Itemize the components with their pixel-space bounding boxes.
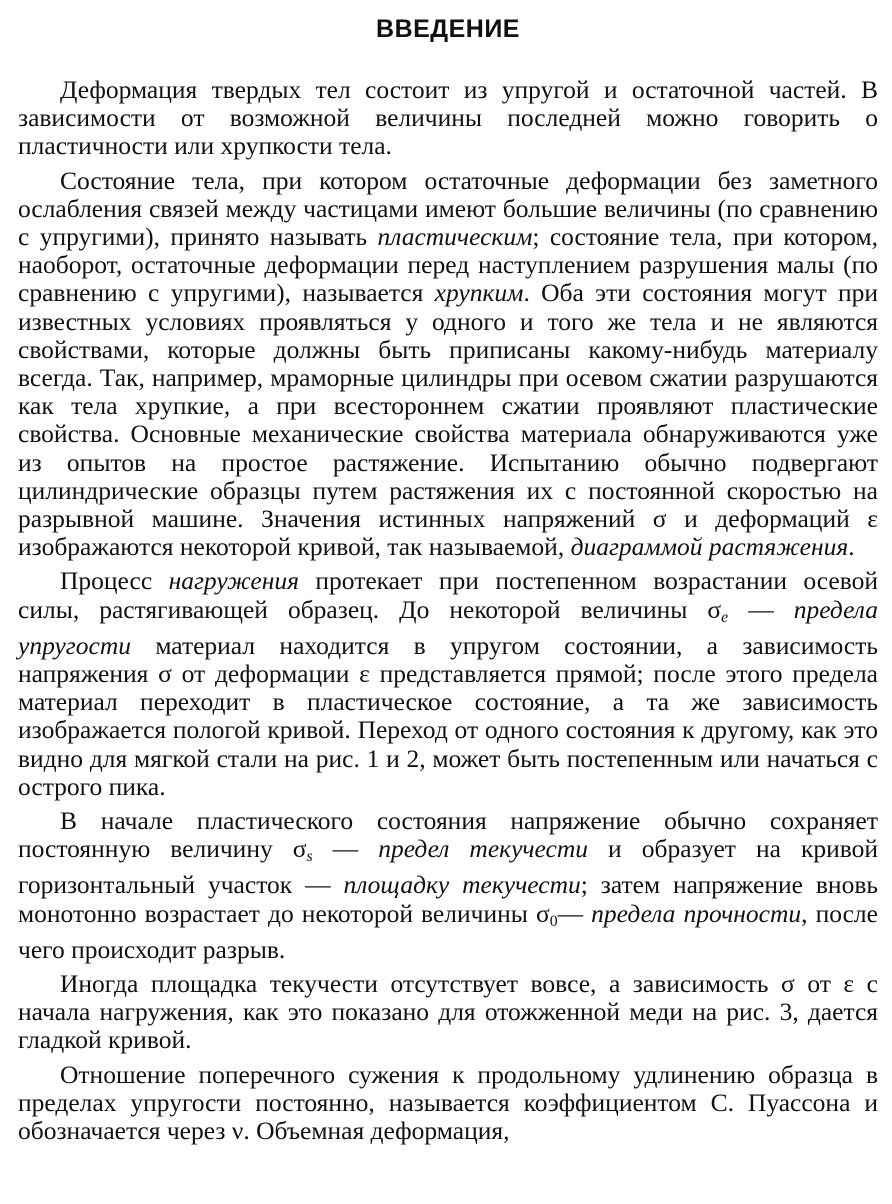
text-segment: и образует на кривой горизонтальный участок —: [18, 834, 878, 900]
text-segment: протекает при постепенном возрастании осевой силы, растягивающей образец. До некоторой величины σ: [18, 566, 879, 624]
text-segment: Деформация твердых тел состоит из упругой и остаточной частей. В зависимости от возможной величины последней можно говорить о пластичности или хрупкости тела.: [18, 75, 878, 161]
text-segment: материал находится в упругом состоянии, а зависимость напряжения σ от деформации ε представляется прямой; после этого предела материал переходит в пластическое состояние, а та же зависимость изображается пологой кривой. Переход от одного состояния к другому, как это видно для мягкой стали на рис. 1 и 2, может быть постепенным или начаться с острого пика.: [18, 630, 878, 801]
text-segment: Процесс: [60, 566, 169, 596]
text-segment: ; затем напряжение вновь монотонно возрастает до некоторой величины σ: [18, 870, 878, 928]
text-segment: —: [312, 834, 379, 864]
subscript: 0: [549, 912, 558, 930]
paragraph: [18, 807, 878, 964]
paragraph: [18, 76, 878, 161]
document-page: [18, 8, 878, 1151]
text-segment: .: [848, 532, 855, 562]
italic-term: предела упругости: [18, 594, 878, 660]
text-segment: Состояние тела, при котором остаточные деформации без заметного ослабления связей между частицами имеют большие величины (по сравнению с упругими), принято называть: [18, 165, 878, 252]
text-segment: —: [728, 594, 794, 624]
italic-term: площадку текучести: [343, 870, 581, 900]
italic-term: пластическим: [377, 222, 533, 252]
text-segment: . Оба эти состояния могут при известных условиях проявляться у одного и того же тела и не являются свойствами, которые должны быть приписаны какому-нибудь материалу всегда. Так, например, мраморные цилиндры при осевом сжатии разрушаются как тела хрупкие, а при всестороннем сжатии проявляют пластические свойства. Основные механические свойства материала обнаруживаются уже из опытов на простое растяжение. Испытанию обычно подвергают цилиндрические образцы путем растяжения их с постоянной скоростью на разрывной машине. Значения истинных напряжений σ и деформаций ε изображаются некоторой кривой, так называемой,: [18, 278, 878, 562]
text-segment: , после чего происходит разрыв.: [18, 898, 878, 964]
italic-term: предел текучести: [378, 834, 589, 864]
italic-term: предела прочности: [591, 898, 802, 928]
subscript: e: [721, 608, 729, 626]
paragraph: [18, 567, 878, 801]
subscript: s: [306, 848, 313, 866]
paragraph: [18, 1061, 878, 1146]
text-segment: —: [557, 898, 592, 928]
italic-term: диаграммой растяжения: [570, 532, 849, 562]
paragraph: [18, 970, 878, 1055]
text-segment: Иногда площадка текучести отсутствует вовсе, а зависимость σ от ε с начала нагружения, как это показано для отожженной меди на рис. 3, дается гладкой кривой.: [18, 968, 878, 1055]
text-segment: В начале пластического состояния напряжение обычно сохраняет постоянную величину σ: [18, 806, 878, 864]
section-heading: ВВЕДЕНИЕ: [376, 15, 520, 43]
text-segment: ; состояние тела, при котором, наоборот, остаточные деформации перед наступлением разрушения малы (по сравнению с упругими), называется: [18, 222, 878, 308]
italic-term: хрупким: [434, 278, 524, 308]
body-text: [18, 76, 878, 1145]
text-segment: Отношение поперечного сужения к продольному удлинению образца в пределах упругости постоянно, называется коэффициентом С. Пуассона и обозначается через ν. Объемная деформация,: [18, 1059, 878, 1145]
paragraph: [18, 167, 878, 562]
italic-term: нагружения: [168, 566, 299, 596]
